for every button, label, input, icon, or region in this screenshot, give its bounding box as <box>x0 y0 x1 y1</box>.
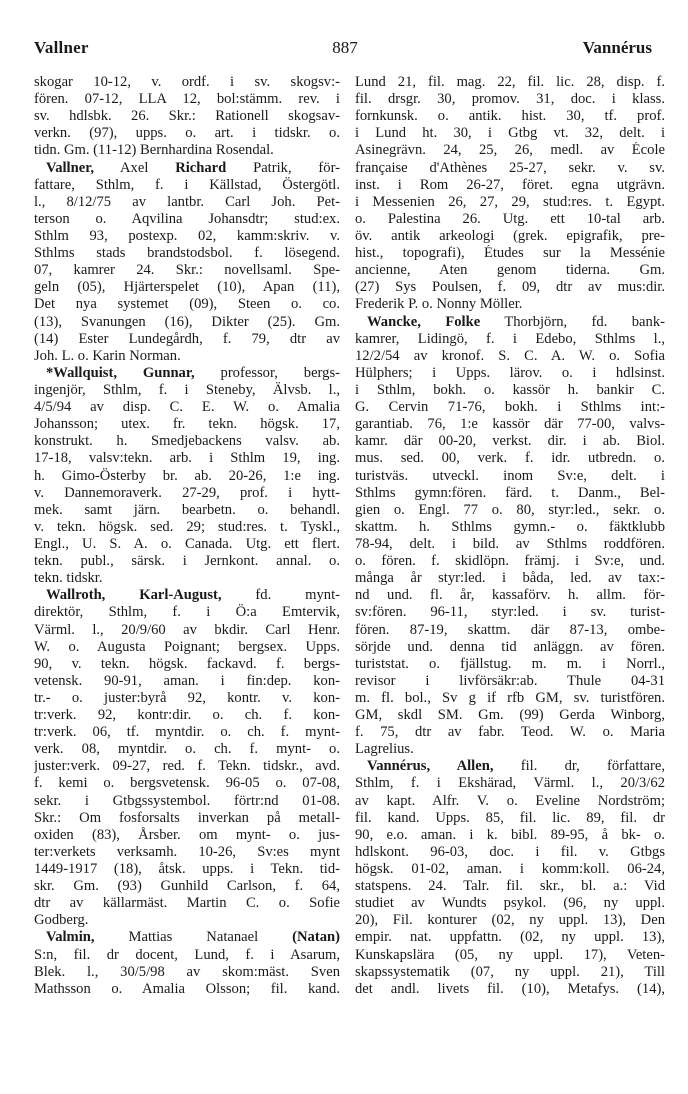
text-line <box>355 194 665 211</box>
entry-headword: Wancke, Folke <box>367 313 481 330</box>
entry-text: Frederik P. o. Nonny Möller. <box>355 296 523 313</box>
entry-text: Sthlm, f. i Ekshärad, Värml. l., 20/3/62 <box>355 775 665 792</box>
entry-headword: Valmin, <box>46 929 95 946</box>
entry-text: Kunskapslära (05, ny uppl. 17), Veten- <box>355 946 665 963</box>
text-line <box>355 844 665 861</box>
entry-text: turistväs. utveckl. inom Sv:e, delt. i <box>355 467 665 484</box>
text-line <box>34 450 340 467</box>
entry-text: verkn. (97), upps. o. art. i tidskr. o. <box>34 125 340 142</box>
text-line <box>34 382 340 399</box>
entry-text: tr.- o. juster:byrå 92, kontr. v. kon- <box>34 689 340 706</box>
entry-text: v. Dannemoraverk. 27-29, prof. i hytt- <box>34 484 340 501</box>
entry-text: högsk. 01-02, aman. i komm:koll. 06-24, <box>355 861 665 878</box>
entry-text: sekr. i Gtbgssystembol. förtr:nd 01-08. <box>34 792 340 809</box>
text-line <box>34 433 340 450</box>
entry-text: skr. Gm. (93) Gunhild Carlson, f. 64, <box>34 878 340 895</box>
text-line <box>355 74 665 91</box>
entry-headword: Richard <box>175 159 227 176</box>
text-line <box>34 211 340 228</box>
text-line <box>34 964 340 981</box>
entry-text: GM, skdl SM. Gm. (99) Gerda Winborg, <box>355 707 665 724</box>
entry-text: gien o. Engl. 77 o. 80, styr:led., sekr. o. <box>355 501 665 518</box>
text-line <box>34 468 340 485</box>
entry-text: i Lund ht. 30, i Gtbg vt. 32, delt. i <box>355 125 665 142</box>
entry-text: Mattias Natanael <box>94 929 293 946</box>
text-line <box>355 912 665 929</box>
text-line <box>34 741 340 758</box>
text-line <box>355 793 665 810</box>
text-line <box>355 382 665 399</box>
entry-text: Joh. L. o. Karin Norman. <box>34 347 181 364</box>
entry-text: konstrukt. h. Smedjebackens valsv. ab. <box>34 433 340 450</box>
entry-text: garantiab. 76, 1:e kassör där 77-00, valvs- <box>355 416 665 433</box>
text-line <box>355 604 665 621</box>
entry-text: 17-18, valsv:tekn. arb. i Sthlm 19, ing. <box>34 450 340 467</box>
text-line <box>34 194 340 211</box>
text-line <box>34 690 340 707</box>
entry-text: kamrer, Lidingö, f. i Edebo, Sthlms l., <box>355 330 665 347</box>
entry-text: Sthlms stads brandstodsbol. f. lösegend. <box>34 245 340 262</box>
entry-text: f. 75, dtr av fabr. Teod. W. o. Maria <box>355 724 665 741</box>
text-line <box>34 91 340 108</box>
entry-text: kamr. där 00-20, verkst. dir. i ab. Biol. <box>355 433 665 450</box>
text-line <box>355 673 665 690</box>
entry-text: v. tekn. högsk. sed. 29; stud:res. t. Tyskl., <box>34 518 340 535</box>
text-line <box>34 775 340 792</box>
entry-text: fil. dr, författare, <box>493 758 665 775</box>
text-line <box>355 142 665 159</box>
entry-text: direktör, Sthlm, f. i Ö:a Emtervik, <box>34 604 340 621</box>
text-line <box>34 74 340 91</box>
entry-text: fil. drsgr. 30, promov. 31, doc. i klass. <box>355 91 665 108</box>
entry-text: tekn. publ., särsk. i Jernkont. annal. o. <box>34 553 340 570</box>
text-line <box>34 707 340 724</box>
text-line <box>34 553 340 570</box>
text-line <box>355 211 665 228</box>
text-line <box>34 895 340 912</box>
text-line <box>355 365 665 382</box>
entry-text: 07, kamrer 24. Skr.: novellsaml. Spe- <box>34 262 340 279</box>
text-line <box>34 485 340 502</box>
text-line <box>34 348 340 365</box>
entry-text: Värml. l., 20/9/60 av bkdir. Carl Henr. <box>34 621 340 638</box>
text-line <box>355 125 665 142</box>
entry-text: Sthlm 93, postexp. 02, kamm:skriv. v. <box>34 227 340 244</box>
text-line <box>34 827 340 844</box>
entry-text: öv. antik arkeologi (grek. epigrafik, pre- <box>355 227 665 244</box>
text-line <box>34 142 340 159</box>
entry-text: Lagrelius. <box>355 741 414 758</box>
text-line <box>34 929 340 946</box>
entry-text: Patrik, för- <box>226 159 340 176</box>
entry-text: Blek. l., 30/5/98 av skom:mäst. Sven <box>34 963 340 980</box>
text-line <box>355 262 665 279</box>
text-line <box>34 570 340 587</box>
entry-text: (13), Svanungen (16), Dikter (25). Gm. <box>34 313 340 330</box>
text-line <box>355 964 665 981</box>
header-left-keyword: Vallner <box>34 38 89 57</box>
text-line <box>355 331 665 348</box>
entry-text: sörjde und. denna tid anläggn. av fören. <box>355 638 665 655</box>
entry-text: tr:verk. 06, tf. myntdir. o. ch. f. mynt- <box>34 724 340 741</box>
text-line <box>355 724 665 741</box>
text-line <box>34 981 340 998</box>
entry-text: Thorbjörn, fd. bank- <box>480 313 665 330</box>
text-line <box>355 502 665 519</box>
text-line <box>34 502 340 519</box>
text-line <box>34 947 340 964</box>
entry-text: turiststat. o. fjällstug. m. m. i Norrl., <box>355 655 665 672</box>
entry-text: 78-94, delt. i bild. av Sthlms roddfören. <box>355 535 665 552</box>
entry-text: skogar 10-12, v. ordf. i sv. skogsv:- <box>34 74 340 90</box>
text-line <box>34 758 340 775</box>
text-line <box>355 827 665 844</box>
right-column <box>355 74 665 998</box>
entry-text: ter:verkets verksamh. 10-26, Sv:es mynt <box>34 843 340 860</box>
text-line <box>34 622 340 639</box>
text-line <box>355 348 665 365</box>
entry-text: fil. kand. Upps. 85, fil. lic. 89, fil. dr <box>355 809 665 826</box>
entry-text: 4/5/94 av disp. C. E. W. o. Amalia <box>34 399 340 416</box>
entry-headword: *Wallquist, Gunnar, <box>46 364 195 381</box>
text-line <box>355 656 665 673</box>
text-line <box>34 656 340 673</box>
text-line <box>355 775 665 792</box>
entry-text: française d'Athènes 25-27, sekr. v. sv. <box>355 159 665 176</box>
text-line <box>34 536 340 553</box>
text-line <box>355 895 665 912</box>
entry-text: 1449-1917 (18), åtsk. upps. i Tekn. tid- <box>34 861 340 878</box>
entry-text: 90, v. tekn. högsk. fackavd. f. bergs- <box>34 655 340 672</box>
text-line <box>34 844 340 861</box>
text-line <box>355 570 665 587</box>
entry-text: Skr.: Om fosforsalts inverkan på metall- <box>34 809 340 826</box>
text-line <box>355 861 665 878</box>
text-line <box>34 861 340 878</box>
text-line <box>355 279 665 296</box>
entry-headword: Wallroth, Karl-August, <box>46 587 222 604</box>
text-line <box>355 314 665 331</box>
text-line <box>34 314 340 331</box>
entry-text: tekn. tidskr. <box>34 570 103 587</box>
text-line <box>34 724 340 741</box>
entry-text: 12/2/54 av kronof. S. C. A. W. o. Sofia <box>355 347 665 364</box>
text-line <box>355 433 665 450</box>
text-line <box>34 262 340 279</box>
entry-headword: (Natan) <box>292 929 340 946</box>
text-line <box>34 125 340 142</box>
text-line <box>34 519 340 536</box>
text-line <box>355 810 665 827</box>
text-line <box>34 228 340 245</box>
entry-text: mek. samt järn. bearbetn. o. behandl. <box>34 501 340 518</box>
text-line <box>355 108 665 125</box>
entry-text: det andl. livets fil. (10), Metafys. (14), <box>355 980 665 997</box>
entry-text: inst. i Rom 26-27, föret. egna utgrävn. <box>355 176 665 193</box>
entry-text: Engl., U. S. A. o. Canada. Utg. ett flert. <box>34 535 340 552</box>
entry-text: sv. hdlsbk. 26. Skr.: Rationell skogsav- <box>34 108 340 125</box>
entry-text: geln (05), Hjärterspelet (10), Apan (11), <box>34 279 340 296</box>
entry-text: professor, bergs- <box>194 364 340 381</box>
entry-text: S:n, fil. dr docent, Lund, f. i Asarum, <box>34 946 340 963</box>
text-line <box>34 296 340 313</box>
text-line <box>355 947 665 964</box>
entry-text: fd. mynt- <box>221 587 340 604</box>
entry-text: juster:verk. 09-27, red. f. Tekn. tidskr., avd. <box>34 758 340 775</box>
entry-text: h. Gimo-Österby br. ab. 20-26, 1:e ing. <box>34 467 340 484</box>
entry-text: fattare, Sthlm, f. i Källstad, Östergötl. <box>34 176 340 193</box>
text-line <box>355 485 665 502</box>
text-line <box>355 639 665 656</box>
text-line <box>355 553 665 570</box>
text-line <box>34 399 340 416</box>
text-line <box>355 245 665 262</box>
entry-headword: Vallner, <box>46 159 94 176</box>
entry-text: statspens. 24. Talr. fil. skr., bl. a.: Vid <box>355 878 665 895</box>
entry-text: m. fl. bol., Sv g if rfb GM, sv. turistfören. <box>355 689 665 706</box>
text-line <box>34 878 340 895</box>
entry-text: nd und. fl. år, kassaförv. h. allm. för- <box>355 587 665 604</box>
entry-text: hdlskont. 96-03, doc. i fil. v. Gtbgs <box>355 843 665 860</box>
entry-text: hist., topografi), Études sur la Messénie <box>355 245 665 262</box>
text-line <box>355 399 665 416</box>
entry-text: många år styr:led. i båda, led. av tax:- <box>355 570 665 587</box>
text-line <box>34 416 340 433</box>
entry-text: ingenjör, Sthlm, f. i Steneby, Älvsb. l., <box>34 381 340 398</box>
entry-text: Mathsson o. Amalia Olsson; fil. kand. <box>34 980 340 997</box>
entry-text: tr:verk. 92, kontr:dir. o. ch. f. kon- <box>34 707 340 724</box>
entry-text: studiet av Wundts psykol. (96, ny uppl. <box>355 895 665 912</box>
text-line <box>34 810 340 827</box>
text-line <box>34 639 340 656</box>
entry-text: ancienne, Aten genom tiderna. Gm. <box>355 262 665 279</box>
entry-text: 90, e.o. aman. i k. bibl. 89-95, å bk- o. <box>355 826 665 843</box>
text-line <box>355 450 665 467</box>
entry-text: Lund 21, fil. mag. 22, fil. lic. 28, disp. f. <box>355 74 665 90</box>
entry-text: empir. nat. uppfattn. (02, ny uppl. 13), <box>355 929 665 946</box>
entry-text: av kapt. Alfr. V. o. Eveline Nordström; <box>355 792 665 809</box>
text-line <box>355 587 665 604</box>
text-line <box>355 177 665 194</box>
entry-text: Axel <box>93 159 176 176</box>
entry-text: vetensk. 90-91, aman. i fin:dep. kon- <box>34 672 340 689</box>
text-line <box>355 878 665 895</box>
text-line <box>355 296 665 313</box>
text-line <box>355 160 665 177</box>
text-line <box>34 604 340 621</box>
entry-text: W. o. Augusta Poignant; bergsex. Upps. <box>34 638 340 655</box>
entry-text: Asinegrävn. 24, 25, 26, medl. av École <box>355 142 665 159</box>
entry-text: Det nya systemet (09), Steen o. co. <box>34 296 340 313</box>
entry-text: oxiden (83), Årsber. om mynt- o. jus- <box>34 826 340 843</box>
text-line <box>34 365 340 382</box>
text-line <box>355 981 665 998</box>
text-line <box>355 536 665 553</box>
entry-text: Johansson; utex. fr. tekn. högsk. 17, <box>34 416 340 433</box>
text-line <box>355 519 665 536</box>
entry-text: f. kemi o. bergsvetensk. 96-05 o. 07-08, <box>34 775 340 792</box>
entry-text: G. Cervin 71-76, bokh. i Sthlms int:- <box>355 399 665 416</box>
entry-text: verk. 08, myntdir. o. ch. f. mynt- o. <box>34 741 340 758</box>
text-line <box>355 228 665 245</box>
text-line <box>355 758 665 775</box>
text-line <box>34 160 340 177</box>
text-line <box>34 793 340 810</box>
text-line <box>34 108 340 125</box>
text-line <box>34 673 340 690</box>
entry-text: i Sthlm, bokh. o. kassör h. bankir C. <box>355 381 665 398</box>
entry-text: terson o. Aqvilina Johansdtr; stud:ex. <box>34 210 340 227</box>
entry-text: i Messenien 26, 27, 29, stud:res. t. Egypt. <box>355 193 665 210</box>
entry-text: (27) Sys Poulsen, f. 09, dtr av mus:dir. <box>355 279 665 296</box>
text-line <box>355 690 665 707</box>
text-line <box>34 177 340 194</box>
text-line <box>355 468 665 485</box>
entry-headword: Vannérus, Allen, <box>367 758 494 775</box>
text-line <box>355 622 665 639</box>
text-line <box>34 587 340 604</box>
entry-text: skattm. h. Sthlms gymn.- o. fäktklubb <box>355 518 665 535</box>
text-line <box>355 741 665 758</box>
text-line <box>355 707 665 724</box>
entry-text: Godberg. <box>34 912 89 929</box>
entry-text: o. fören. f. skidlöpn. främj. i Sv:e, und. <box>355 553 665 570</box>
entry-text: fornkunsk. o. antik. hist. 30, tf. prof. <box>355 108 665 125</box>
text-line <box>34 331 340 348</box>
entry-text: Hülphers; i Upps. lärov. o. i hdlsinst. <box>355 364 665 381</box>
text-line <box>355 91 665 108</box>
entry-text: fören. 87-19, skattm. där 87-13, ombe- <box>355 621 665 638</box>
entry-text: 20), Fil. konturer (02, ny uppl. 13), Den <box>355 912 665 929</box>
left-column <box>34 74 340 998</box>
entry-text: sv:fören. 96-11, styr:led. i sv. turist- <box>355 604 665 621</box>
entry-text: (14) Ester Lundegårdh, f. 79, dtr av <box>34 330 340 347</box>
entry-text: l., 8/12/75 av lantbr. Carl Joh. Pet- <box>34 193 340 210</box>
entry-text: skapssystematik (07, ny uppl. 21), Till <box>355 963 665 980</box>
entry-text: Sthlms gymn:fören. färd. t. Danm., Bel- <box>355 484 665 501</box>
text-line <box>355 929 665 946</box>
page-number: 887 <box>332 38 358 57</box>
entry-text: fören. 07-12, LLA 12, bol:stämm. rev. i <box>34 91 340 108</box>
text-line <box>355 416 665 433</box>
text-line <box>34 279 340 296</box>
text-line <box>34 245 340 262</box>
entry-text: dtr av källarmäst. Martin C. o. Sofie <box>34 895 340 912</box>
entry-text: mus. sed. 00, verk. f. idr. utbredn. o. <box>355 450 665 467</box>
text-line <box>34 912 340 929</box>
entry-text: revisor i livförsäkr:ab. Thule 04-31 <box>355 672 665 689</box>
entry-text: tidn. Gm. (11-12) Bernhardina Rosendal. <box>34 142 274 159</box>
header-right-keyword: Vannérus <box>582 38 652 57</box>
entry-text: o. Palestina 26. Utg. ett 10-tal arb. <box>355 210 665 227</box>
